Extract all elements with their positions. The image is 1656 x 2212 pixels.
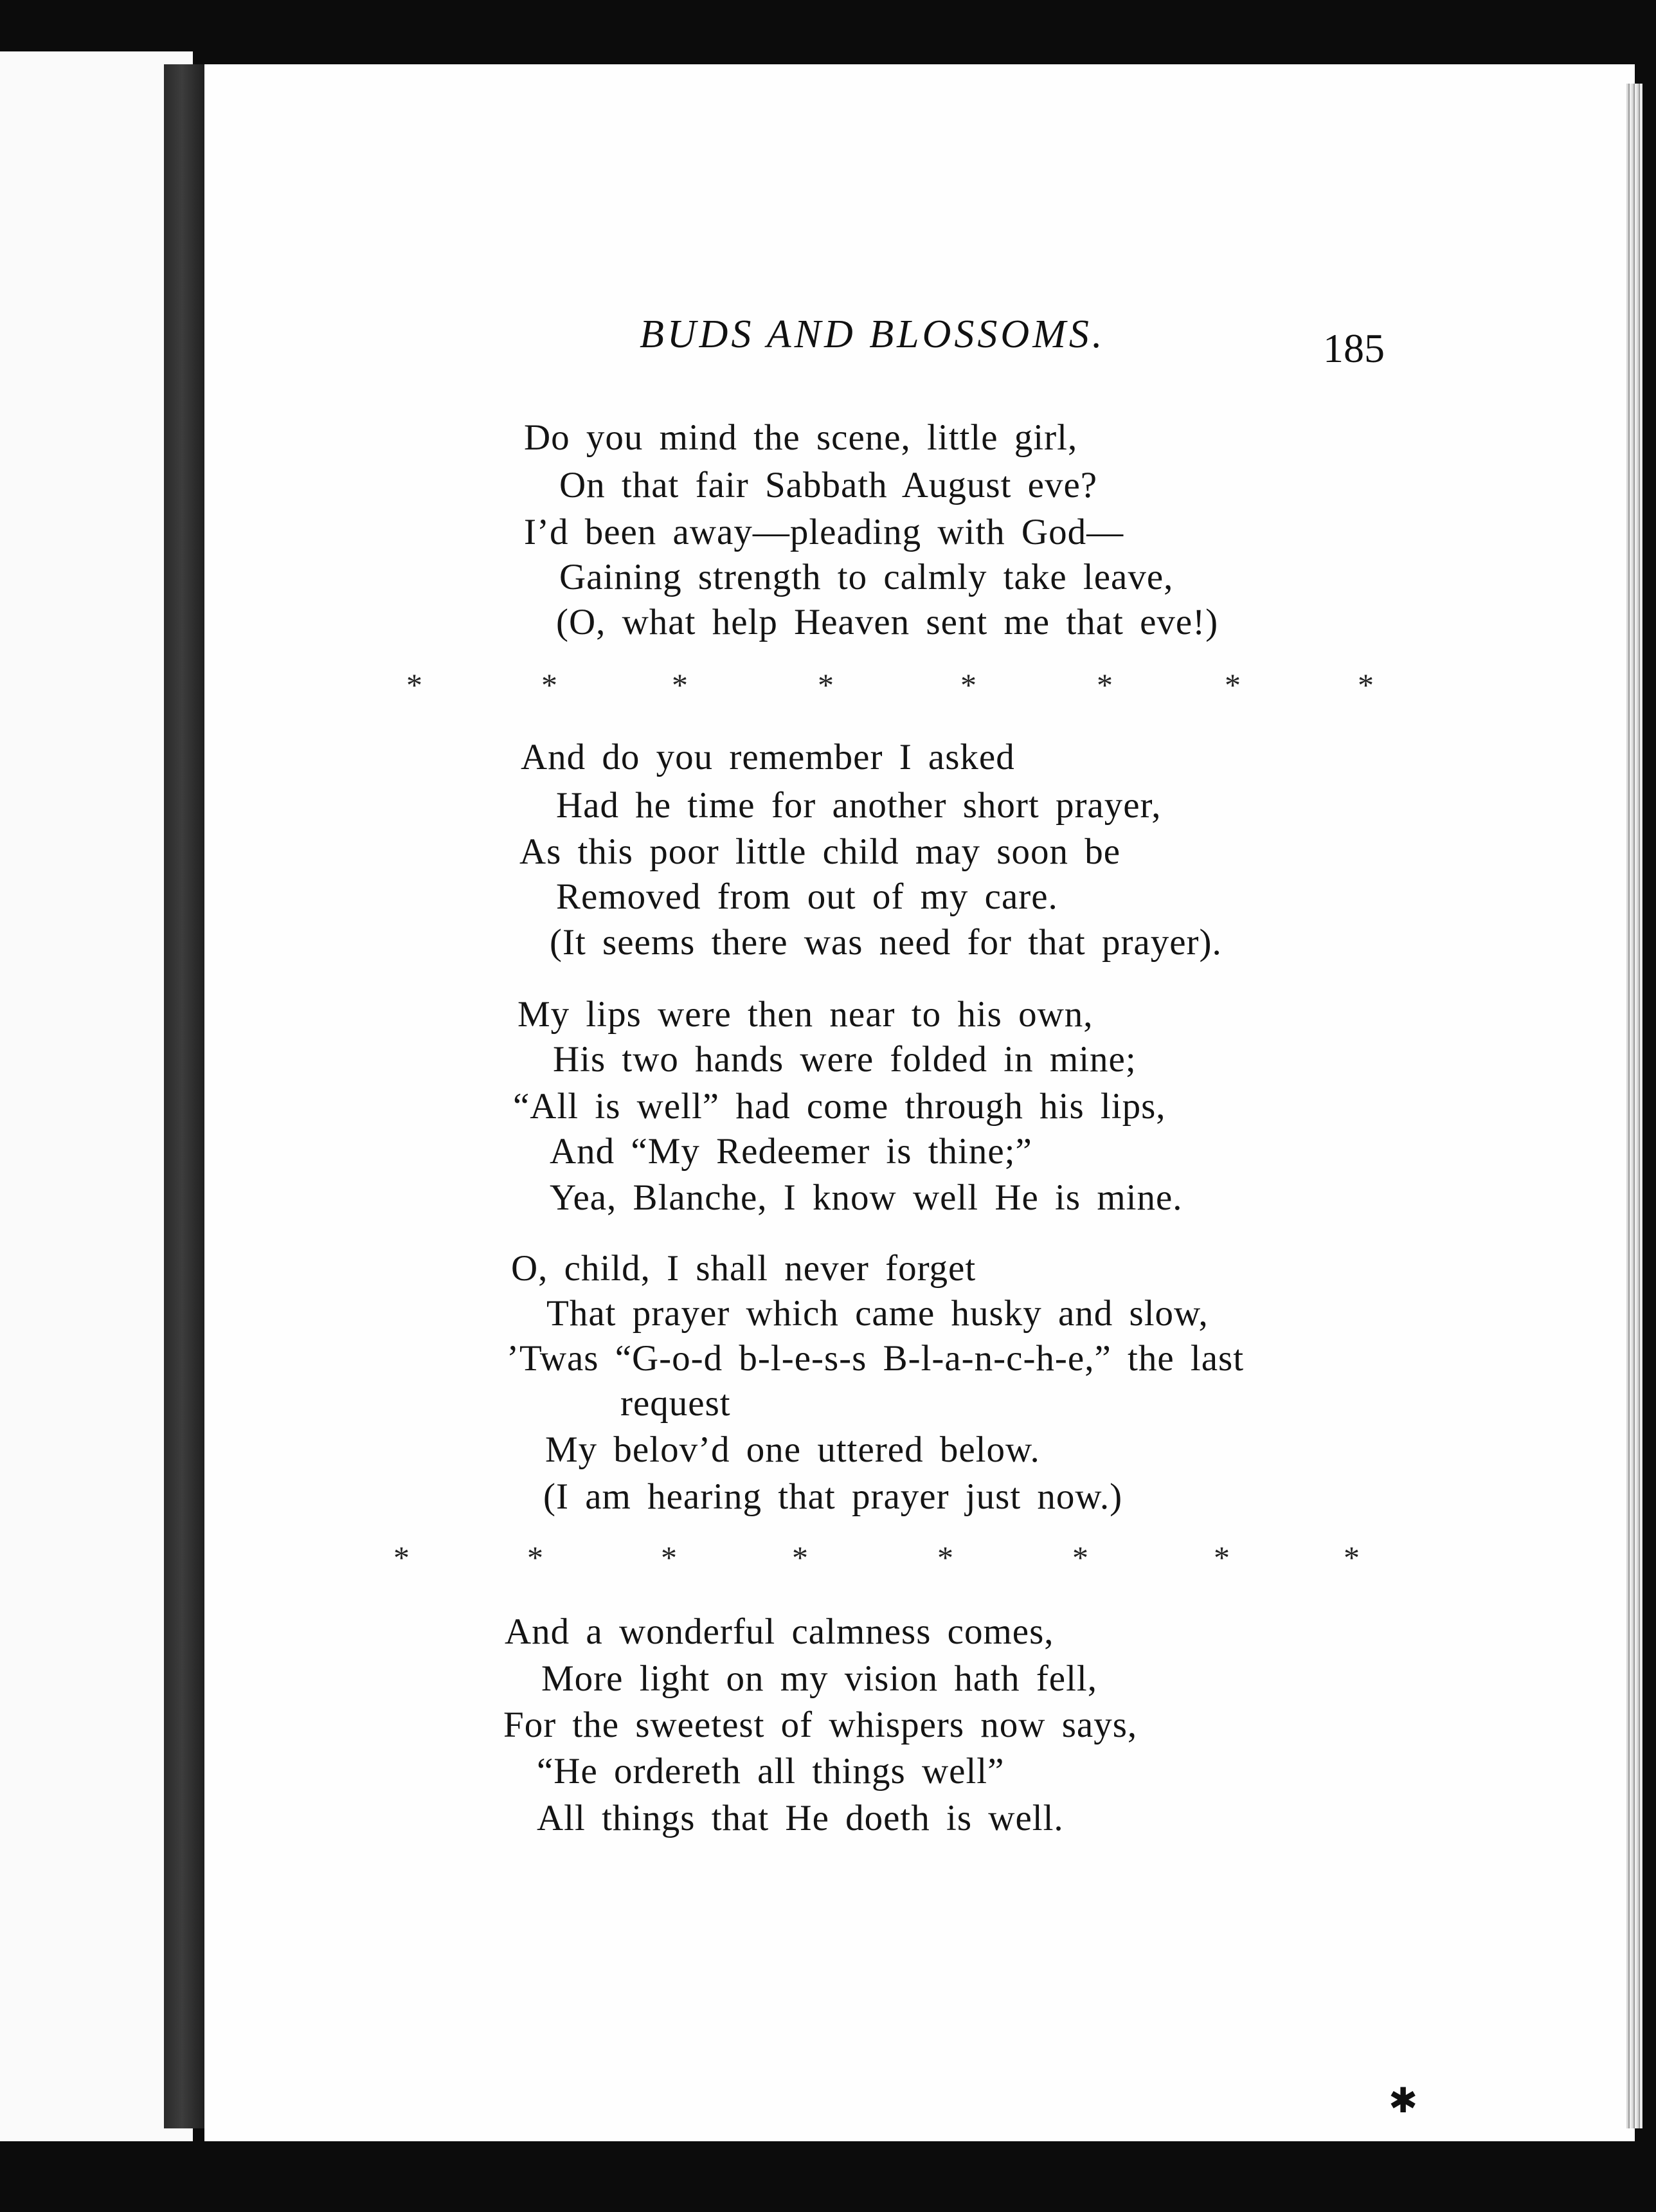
ink-speck: ✱: [1389, 2081, 1418, 2120]
book-spine: [164, 64, 209, 2128]
page-number: 185: [1323, 325, 1385, 371]
divider-star: *: [406, 667, 422, 703]
poem-line: ’Twas “G-o-d b-l-e-s-s B-l-a-n-c-h-e,” the last: [507, 1338, 1245, 1379]
poem-line: My belov’d one uttered below.: [545, 1429, 1040, 1470]
poem-line: (I am hearing that prayer just now.): [543, 1476, 1123, 1517]
poem-line: Gaining strength to calmly take leave,: [559, 557, 1174, 597]
poem-line: “He ordereth all things well”: [537, 1751, 1005, 1791]
divider-star: *: [1214, 1539, 1230, 1575]
divider-star: *: [1358, 667, 1374, 703]
divider-star: *: [1072, 1539, 1088, 1575]
divider-star: *: [1225, 667, 1241, 703]
divider-star: *: [393, 1539, 410, 1575]
poem-line: (O, what help Heaven sent me that eve!): [556, 602, 1219, 642]
divider-star: *: [541, 667, 557, 703]
poem-line: His two hands were folded in mine;: [553, 1039, 1137, 1080]
divider-star: *: [792, 1539, 808, 1575]
poem-line: I’d been away—pleading with God—: [524, 512, 1124, 552]
divider-star: *: [1344, 1539, 1360, 1575]
poem-line: On that fair Sabbath August eve?: [559, 465, 1098, 505]
divider-star: *: [661, 1539, 677, 1575]
poem-line: Had he time for another short prayer,: [556, 785, 1162, 826]
poem-line: Yea, Blanche, I know well He is mine.: [550, 1177, 1183, 1218]
divider-star: *: [960, 667, 977, 703]
poem-line: More light on my vision hath fell,: [541, 1658, 1098, 1699]
running-title: BUDS AND BLOSSOMS.: [640, 313, 1106, 356]
section-divider: [0, 669, 1414, 707]
poem-line: That prayer which came husky and slow,: [546, 1293, 1209, 1334]
poem-line: Removed from out of my care.: [556, 876, 1058, 917]
divider-star: *: [937, 1539, 953, 1575]
poem-line: O, child, I shall never forget: [511, 1248, 977, 1289]
divider-star: *: [1097, 667, 1113, 703]
poem-line: And “My Redeemer is thine;”: [550, 1131, 1032, 1172]
poem-line: request: [620, 1383, 731, 1424]
divider-star: *: [818, 667, 834, 703]
section-divider: [0, 1541, 1414, 1580]
poem-line: And a wonderful calmness comes,: [505, 1611, 1054, 1652]
page-edge: [1626, 84, 1643, 2128]
divider-star: *: [672, 667, 688, 703]
poem-line: As this poor little child may soon be: [519, 831, 1121, 872]
poem-line: “All is well” had come through his lips,: [513, 1086, 1166, 1127]
poem-line: (It seems there was need for that prayer).: [550, 922, 1222, 963]
poem-line: All things that He doeth is well.: [537, 1798, 1064, 1838]
poem-line: For the sweetest of whispers now says,: [503, 1705, 1138, 1745]
poem-line: My lips were then near to his own,: [518, 994, 1094, 1035]
poem-line: Do you mind the scene, little girl,: [524, 417, 1078, 458]
poem-line: And do you remember I asked: [521, 737, 1015, 777]
divider-star: *: [527, 1539, 543, 1575]
